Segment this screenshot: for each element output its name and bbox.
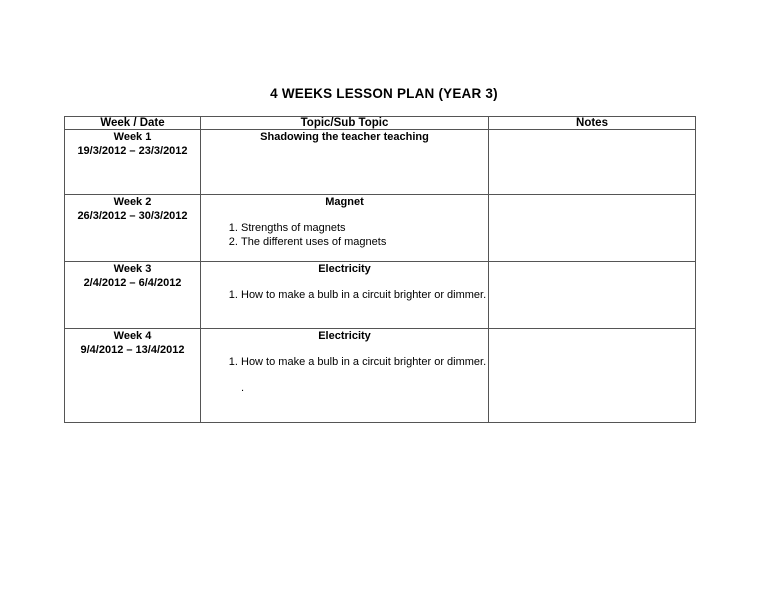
topic-title: Shadowing the teacher teaching [260, 131, 429, 143]
notes-cell [489, 195, 696, 262]
topic-cell [201, 329, 489, 423]
notes-cell [489, 130, 696, 195]
trailing-mark: . [241, 382, 245, 394]
subtopic-item: 1. How to make a bulb in a circuit brighter or dimmer. [241, 355, 488, 369]
subtopic-item: 2. The different uses of magnets [241, 235, 488, 249]
week-label: Week 1 [113, 131, 152, 143]
topic-title: Magnet [325, 196, 364, 208]
week-dates: 26/3/2012 – 30/3/2012 [77, 210, 188, 222]
table-row [65, 262, 696, 329]
subtopic-list [201, 288, 488, 302]
notes-cell [489, 262, 696, 329]
lesson-plan-table [64, 116, 696, 423]
header-notes: Notes [489, 117, 696, 130]
subtopic-list [201, 355, 488, 369]
week-dates: 9/4/2012 – 13/4/2012 [80, 344, 185, 356]
document-title: 4 WEEKS LESSON PLAN (YEAR 3) [270, 86, 498, 101]
week-cell [65, 130, 201, 195]
notes-cell [489, 329, 696, 423]
subtopic-item: 1. How to make a bulb in a circuit brighter or dimmer. [241, 288, 488, 302]
topic-title: Electricity [318, 263, 371, 275]
table-row [65, 195, 696, 262]
subtopic-list [201, 221, 488, 249]
week-cell [65, 329, 201, 423]
week-label: Week 3 [113, 263, 152, 275]
week-label: Week 2 [113, 196, 152, 208]
week-cell [65, 262, 201, 329]
header-week-date: Week / Date [65, 117, 201, 130]
week-cell [65, 195, 201, 262]
subtopic-item: 1. Strengths of magnets [241, 221, 488, 235]
header-topic: Topic/Sub Topic [201, 117, 489, 130]
topic-cell [201, 195, 489, 262]
week-label: Week 4 [113, 330, 152, 342]
table-row [65, 329, 696, 423]
week-dates: 19/3/2012 – 23/3/2012 [77, 145, 188, 157]
table-row [65, 130, 696, 195]
week-dates: 2/4/2012 – 6/4/2012 [83, 277, 182, 289]
topic-cell [201, 262, 489, 329]
table-header-row [65, 117, 696, 130]
topic-title: Electricity [318, 330, 371, 342]
topic-cell [201, 130, 489, 195]
